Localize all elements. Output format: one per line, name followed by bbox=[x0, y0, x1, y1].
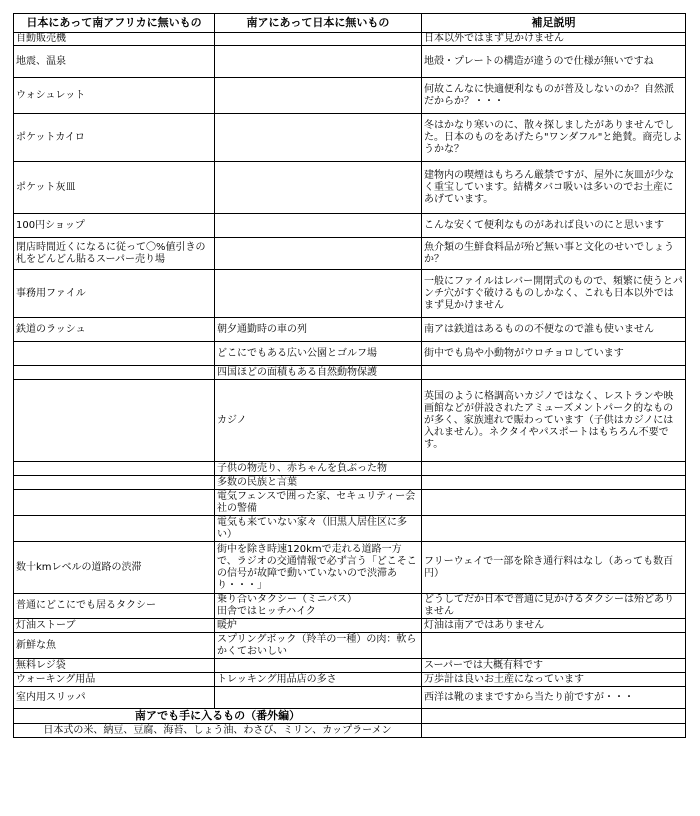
cell-japan-only: 灯油ストーブ bbox=[14, 619, 215, 633]
table-row bbox=[14, 516, 686, 542]
cell-japan-only bbox=[14, 462, 215, 476]
table-row bbox=[14, 114, 686, 162]
cell-note: 英国のように格調高いカジノではなく、レストランや映画館などが併設されたアミューズメントパーク的なものが多く、家族連れで賑わっています（子供はカジノには入れません）。ネクタイやパスポートはもちろん不要です。 bbox=[422, 380, 686, 462]
cell-japan-only: ポケットカイロ bbox=[14, 114, 215, 162]
cell-japan-only: 100円ショップ bbox=[14, 214, 215, 238]
cell-sa-only: カジノ bbox=[215, 380, 422, 462]
cell-sa-only bbox=[215, 214, 422, 238]
cell-note: スーパーでは大概有料です bbox=[422, 659, 686, 673]
cell-japan-only: 普通にどこにでも居るタクシー bbox=[14, 594, 215, 619]
cell-note: 冬はかなり寒いのに、散々探しましたがありませんでした。日本のものをあげたら"ワンダフル"と絶賛。商売しようかな？ bbox=[422, 114, 686, 162]
cell-sa-only bbox=[215, 114, 422, 162]
table-row bbox=[14, 594, 686, 619]
table-row bbox=[14, 462, 686, 476]
cell-sa-only bbox=[215, 238, 422, 270]
cell-japan-only bbox=[14, 516, 215, 542]
cell-japan-only bbox=[14, 380, 215, 462]
bonus-items: 日本式の米、納豆、豆腐、海苔、しょう油、わさび、ミリン、カップラーメン bbox=[14, 724, 422, 738]
cell-sa-only bbox=[215, 659, 422, 673]
header-sa-only: 南アにあって日本に無いもの bbox=[215, 14, 422, 33]
cell-japan-only: 鉄道のラッシュ bbox=[14, 318, 215, 342]
cell-sa-only bbox=[215, 33, 422, 46]
cell-sa-only: 電気フェンスで囲った家、セキュリティー会社の警備 bbox=[215, 490, 422, 516]
table-row bbox=[14, 673, 686, 687]
table-row bbox=[14, 342, 686, 366]
cell-sa-only bbox=[215, 162, 422, 214]
cell-japan-only bbox=[14, 342, 215, 366]
cell-note bbox=[422, 462, 686, 476]
cell-sa-only: トレッキング用品店の多さ bbox=[215, 673, 422, 687]
cell-note: 灯油は南アではありません bbox=[422, 619, 686, 633]
cell-sa-only: 電気も来ていない家々（旧黒人居住区に多い） bbox=[215, 516, 422, 542]
cell-note: 西洋は靴のままですから当たり前ですが・・・ bbox=[422, 687, 686, 709]
cell-japan-only: 無料レジ袋 bbox=[14, 659, 215, 673]
cell-japan-only: 閉店時間近くになるに従って〇%値引きの札をどんどん貼るスーパー売り場 bbox=[14, 238, 215, 270]
cell-japan-only bbox=[14, 476, 215, 490]
comparison-table bbox=[13, 13, 686, 738]
cell-japan-only: ウォーキング用品 bbox=[14, 673, 215, 687]
bonus-items-empty-cell bbox=[422, 724, 686, 738]
cell-note bbox=[422, 366, 686, 380]
table-row bbox=[14, 318, 686, 342]
cell-japan-only: ウォシュレット bbox=[14, 78, 215, 114]
table-row bbox=[14, 490, 686, 516]
cell-japan-only: 数十kmレベルの道路の渋滞 bbox=[14, 542, 215, 594]
bonus-section bbox=[14, 709, 686, 738]
bonus-title: 南アでも手に入るもの（番外編） bbox=[14, 709, 422, 724]
table-row bbox=[14, 238, 686, 270]
table-row bbox=[14, 270, 686, 318]
cell-sa-only: 朝夕通勤時の車の列 bbox=[215, 318, 422, 342]
table-row bbox=[14, 542, 686, 594]
cell-sa-only: 子供の物売り、赤ちゃんを負ぶった物 bbox=[215, 462, 422, 476]
bonus-title-row bbox=[14, 709, 686, 724]
cell-note: 一般にファイルはレバー開閉式のもので、頻繁に使うとパンチ穴がすぐ破けるものしかなく、これも日本以外ではまず見かけません bbox=[422, 270, 686, 318]
cell-sa-only: 多数の民族と言葉 bbox=[215, 476, 422, 490]
cell-note: 街中でも鳥や小動物がウロチョロしています bbox=[422, 342, 686, 366]
cell-japan-only: 地震、温泉 bbox=[14, 46, 215, 78]
cell-japan-only: 事務用ファイル bbox=[14, 270, 215, 318]
cell-note: フリーウェイで一部を除き通行料はなし（あっても数百円） bbox=[422, 542, 686, 594]
cell-japan-only: 室内用スリッパ bbox=[14, 687, 215, 709]
table-row bbox=[14, 366, 686, 380]
header-row bbox=[14, 14, 686, 33]
cell-sa-only: どこにでもある広い公園とゴルフ場 bbox=[215, 342, 422, 366]
table-row bbox=[14, 619, 686, 633]
table-row bbox=[14, 687, 686, 709]
table-row bbox=[14, 476, 686, 490]
cell-note bbox=[422, 516, 686, 542]
cell-sa-only: スプリングボック（羚羊の一種）の肉：軟らかくておいしい bbox=[215, 633, 422, 659]
cell-japan-only bbox=[14, 490, 215, 516]
header-notes: 補足説明 bbox=[422, 14, 686, 33]
cell-sa-only bbox=[215, 687, 422, 709]
table-row bbox=[14, 633, 686, 659]
cell-japan-only: ポケット灰皿 bbox=[14, 162, 215, 214]
table-row bbox=[14, 214, 686, 238]
cell-note bbox=[422, 476, 686, 490]
table-header bbox=[14, 14, 686, 33]
cell-note: こんな安くて便利なものがあれば良いのにと思います bbox=[422, 214, 686, 238]
cell-sa-only bbox=[215, 46, 422, 78]
cell-sa-only: 四国ほどの面積もある自然動物保護 bbox=[215, 366, 422, 380]
cell-sa-only bbox=[215, 78, 422, 114]
cell-note: 建物内の喫煙はもちろん厳禁ですが、屋外に灰皿が少なく重宝しています。結構タバコ吸いは多いのでお土産にあげています。 bbox=[422, 162, 686, 214]
cell-note: 日本以外ではまず見かけません bbox=[422, 33, 686, 46]
cell-note bbox=[422, 490, 686, 516]
cell-sa-only: 乗り合いタクシー（ミニバス） 田舎ではヒッチハイク bbox=[215, 594, 422, 619]
cell-note: 南アは鉄道はあるものの不便なので誰も使いません bbox=[422, 318, 686, 342]
cell-note: 魚介類の生鮮食料品が殆ど無い事と文化のせいでしょうか？ bbox=[422, 238, 686, 270]
cell-japan-only: 新鮮な魚 bbox=[14, 633, 215, 659]
cell-note: どうしてだか日本で普通に見かけるタクシーは殆どありません bbox=[422, 594, 686, 619]
cell-note bbox=[422, 633, 686, 659]
cell-sa-only bbox=[215, 270, 422, 318]
table-row bbox=[14, 78, 686, 114]
cell-japan-only: 自動販売機 bbox=[14, 33, 215, 46]
cell-sa-only: 暖炉 bbox=[215, 619, 422, 633]
table-body bbox=[14, 33, 686, 709]
cell-note: 何故こんなに快適便利なものが普及しないのか？自然派だからか？・・・ bbox=[422, 78, 686, 114]
bonus-title-empty-cell bbox=[422, 709, 686, 724]
table-row bbox=[14, 33, 686, 46]
bonus-items-row bbox=[14, 724, 686, 738]
cell-note: 地殻・プレートの構造が違うので仕様が無いですね bbox=[422, 46, 686, 78]
cell-note: 万歩計は良いお土産になっています bbox=[422, 673, 686, 687]
table-row bbox=[14, 46, 686, 78]
cell-japan-only bbox=[14, 366, 215, 380]
table-row bbox=[14, 162, 686, 214]
table-row bbox=[14, 380, 686, 462]
header-japan-only: 日本にあって南アフリカに無いもの bbox=[14, 14, 215, 33]
cell-sa-only: 街中を除き時速120kmで走れる道路一方で、ラジオの交通情報で必ず言う「どこそこの信号が故障で動いていないので渋滞あり・・・」 bbox=[215, 542, 422, 594]
table-row bbox=[14, 659, 686, 673]
